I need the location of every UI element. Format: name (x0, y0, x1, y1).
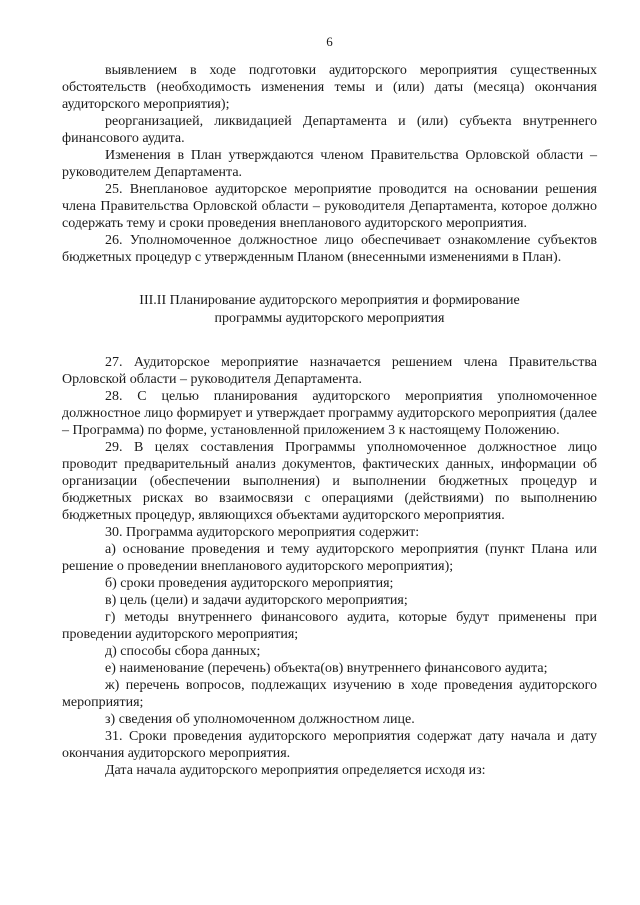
paragraph: 26. Уполномоченное должностное лицо обеспечивает ознакомление субъектов бюджетных процедур с утвержденным Планом (внесенными изменениями в План). (62, 233, 597, 265)
section-heading-line: III.II Планирование аудиторского мероприятия и формирование (139, 293, 520, 308)
paragraph: реорганизацией, ликвидацией Департамента и (или) субъекта внутреннего финансового аудита. (62, 114, 597, 146)
section-heading-line: программы аудиторского мероприятия (214, 311, 445, 326)
paragraph: 31. Сроки проведения аудиторского мероприятия содержат дату начала и дату окончания аудиторского мероприятия. (62, 729, 597, 761)
list-item: ж) перечень вопросов, подлежащих изучению в ходе проведения аудиторского мероприятия; (62, 678, 597, 710)
list-item: в) цель (цели) и задачи аудиторского мероприятия; (105, 593, 408, 608)
list-item: д) способы сбора данных; (105, 644, 261, 659)
paragraph: 27. Аудиторское мероприятие назначается решением члена Правительства Орловской области – руководителя Департамента. (62, 355, 597, 387)
paragraph: 30. Программа аудиторского мероприятия содержит: (105, 525, 420, 540)
paragraph: Дата начала аудиторского мероприятия определяется исходя из: (105, 763, 486, 778)
list-item: е) наименование (перечень) объекта(ов) внутреннего финансового аудита; (105, 661, 548, 676)
list-item: а) основание проведения и тему аудиторского мероприятия (пункт Плана или решение о проведении внепланового аудиторского мероприятия); (62, 542, 597, 574)
paragraph: Изменения в План утверждаются членом Правительства Орловской области – руководителем Департамента. (62, 148, 597, 180)
section-before-heading (62, 62, 597, 266)
paragraph: выявлением в ходе подготовки аудиторского мероприятия существенных обстоятельств (необходимость изменения темы и (или) даты (месяца) окончания аудиторского мероприятия); (62, 63, 597, 112)
paragraph: 25. Внеплановое аудиторское мероприятие проводится на основании решения члена Правительства Орловской области – руководителя Департамента, которое должно содержать тему и сроки проведения внепланового аудиторского мероприятия. (62, 182, 597, 231)
paragraph: 28. С целью планирования аудиторского мероприятия уполномоченное должностное лицо формирует и утверждает программу аудиторского мероприятия (далее – Программа) по форме, установленной приложением 3 к настоящему Положению. (62, 389, 597, 438)
paragraph: 29. В целях составления Программы уполномоченное должностное лицо проводит предварительный анализ документов, фактических данных, информации об организации (обеспечении выполнения) и выполнении бюджетных процедур и бюджетных рисках во взаимосвязи с операциями (действиями) по выполнению бюджетных процедур, являющихся объектами аудиторского мероприятия. (62, 440, 597, 523)
list-item: з) сведения об уполномоченном должностном лице. (105, 712, 415, 727)
list-item: б) сроки проведения аудиторского мероприятия; (105, 576, 394, 591)
section-heading (62, 292, 597, 328)
section-after-heading (62, 354, 597, 779)
list-item: г) методы внутреннего финансового аудита, которые будут применены при проведении аудиторского мероприятия; (62, 610, 597, 642)
page-number: 6 (326, 34, 333, 49)
